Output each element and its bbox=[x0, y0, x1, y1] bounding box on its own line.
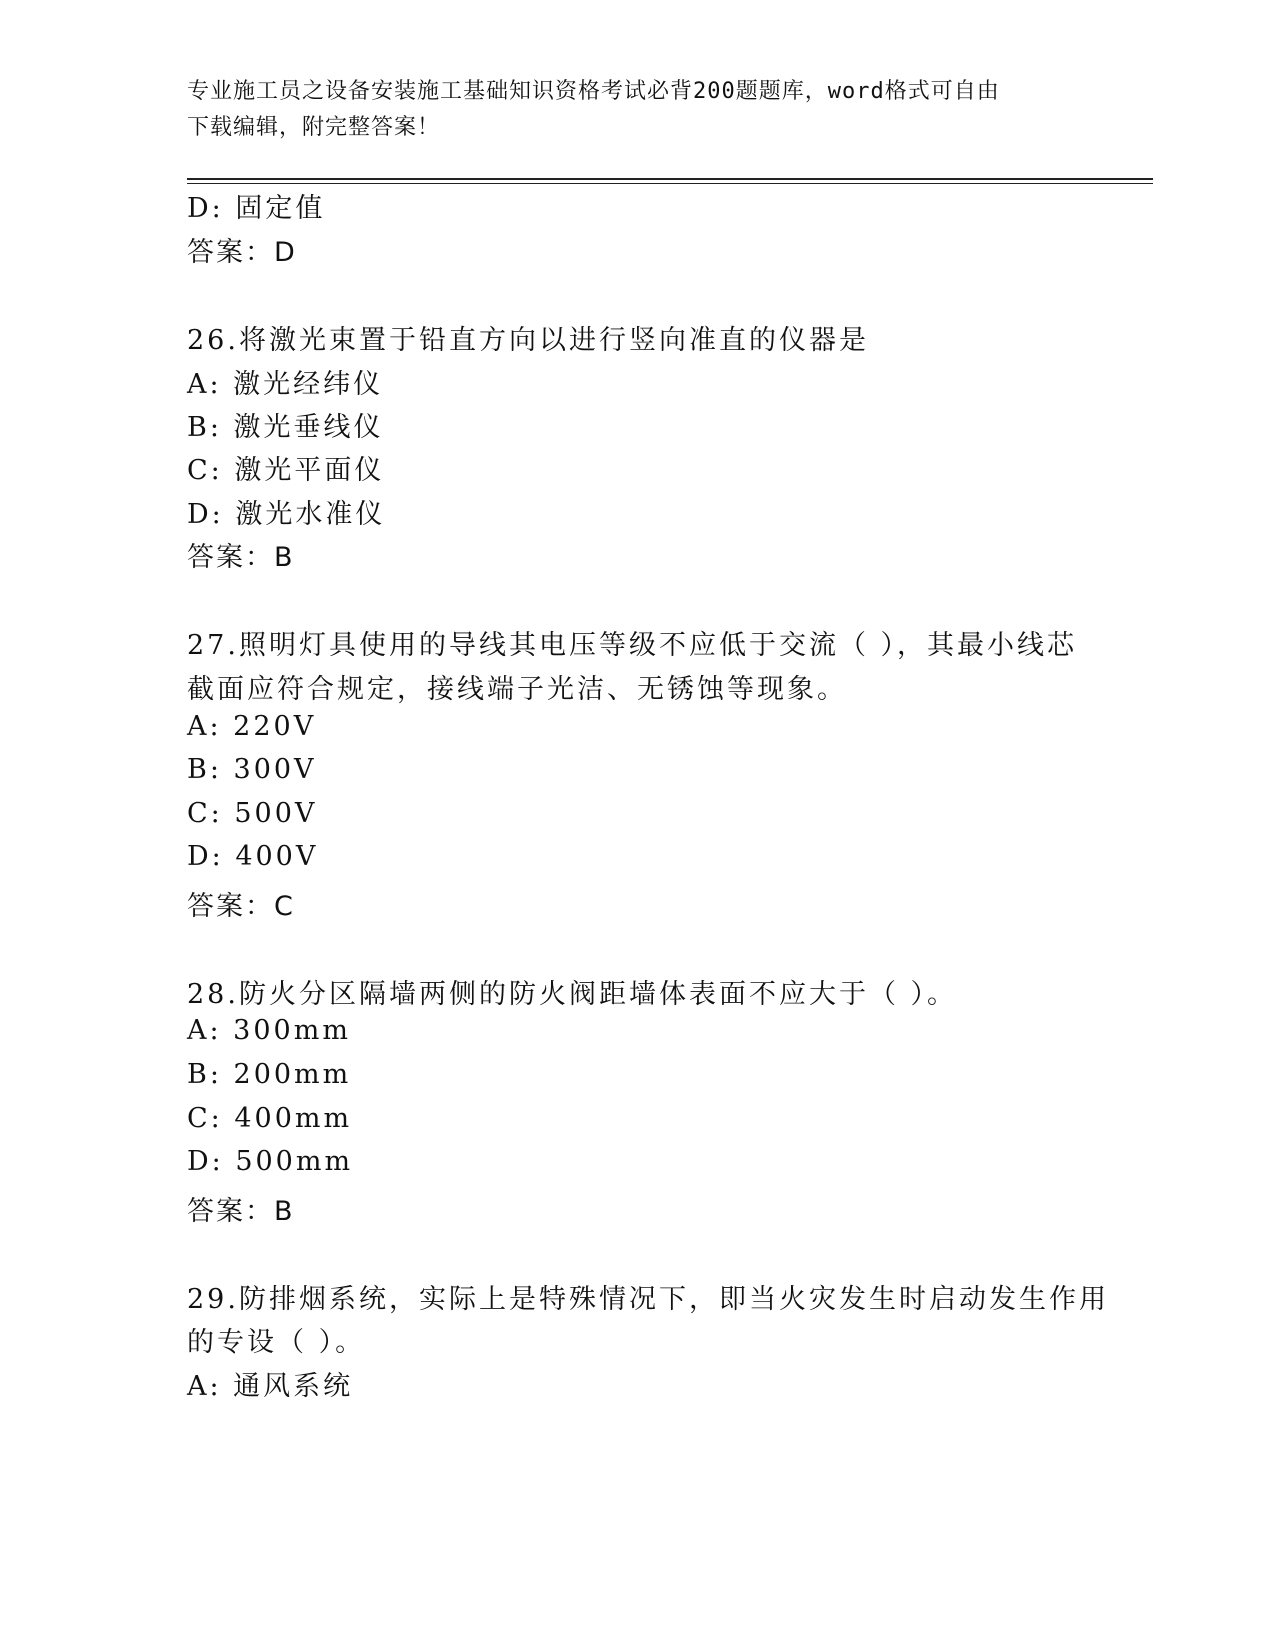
question-26: 26.将激光束置于铅直方向以进行竖向准直的仪器是 bbox=[187, 325, 869, 356]
header-divider bbox=[187, 178, 1153, 180]
q27-option-c: C: 500V bbox=[187, 798, 318, 829]
q28-option-d: D: 500mm bbox=[187, 1146, 354, 1177]
q28-option-a: A: 300mm bbox=[187, 1015, 351, 1046]
question-27-cont: 截面应符合规定，接线端子光洁、无锈蚀等现象。 bbox=[187, 674, 847, 705]
q27-option-a: A: 220V bbox=[187, 711, 317, 742]
q27-option-b: B: 300V bbox=[187, 754, 317, 785]
question-29: 29.防排烟系统，实际上是特殊情况下，即当火灾发生时启动发生作用 bbox=[187, 1284, 1109, 1315]
answer-26: 答案：B bbox=[187, 542, 295, 573]
answer-27: 答案：C bbox=[187, 891, 295, 922]
q27-option-d: D: 400V bbox=[187, 841, 319, 872]
q28-option-c: C: 400mm bbox=[187, 1103, 353, 1134]
header-line-2: 下载编辑，附完整答案！ bbox=[187, 115, 441, 140]
q26-option-a: A: 激光经纬仪 bbox=[187, 369, 384, 400]
header-line-1: 专业施工员之设备安装施工基础知识资格考试必背200题题库，word格式可自由 bbox=[187, 79, 1000, 104]
q26-option-d: D: 激光水准仪 bbox=[187, 499, 386, 530]
q26-option-b: B: 激光垂线仪 bbox=[187, 412, 384, 443]
q28-option-b: B: 200mm bbox=[187, 1059, 352, 1090]
q29-option-a: A: 通风系统 bbox=[187, 1371, 354, 1402]
question-27: 27.照明灯具使用的导线其电压等级不应低于交流（ ），其最小线芯 bbox=[187, 630, 1078, 661]
header-divider-thin bbox=[187, 183, 1153, 184]
answer-25: 答案：D bbox=[187, 237, 297, 268]
document-header bbox=[187, 74, 1087, 146]
question-28: 28.防火分区隔墙两侧的防火阀距墙体表面不应大于（ ）。 bbox=[187, 979, 958, 1010]
answer-28: 答案：B bbox=[187, 1196, 295, 1227]
question-29-cont: 的专设（ ）。 bbox=[187, 1327, 366, 1358]
q26-option-c: C: 激光平面仪 bbox=[187, 455, 385, 486]
option-d-prev: D: 固定值 bbox=[187, 193, 326, 224]
